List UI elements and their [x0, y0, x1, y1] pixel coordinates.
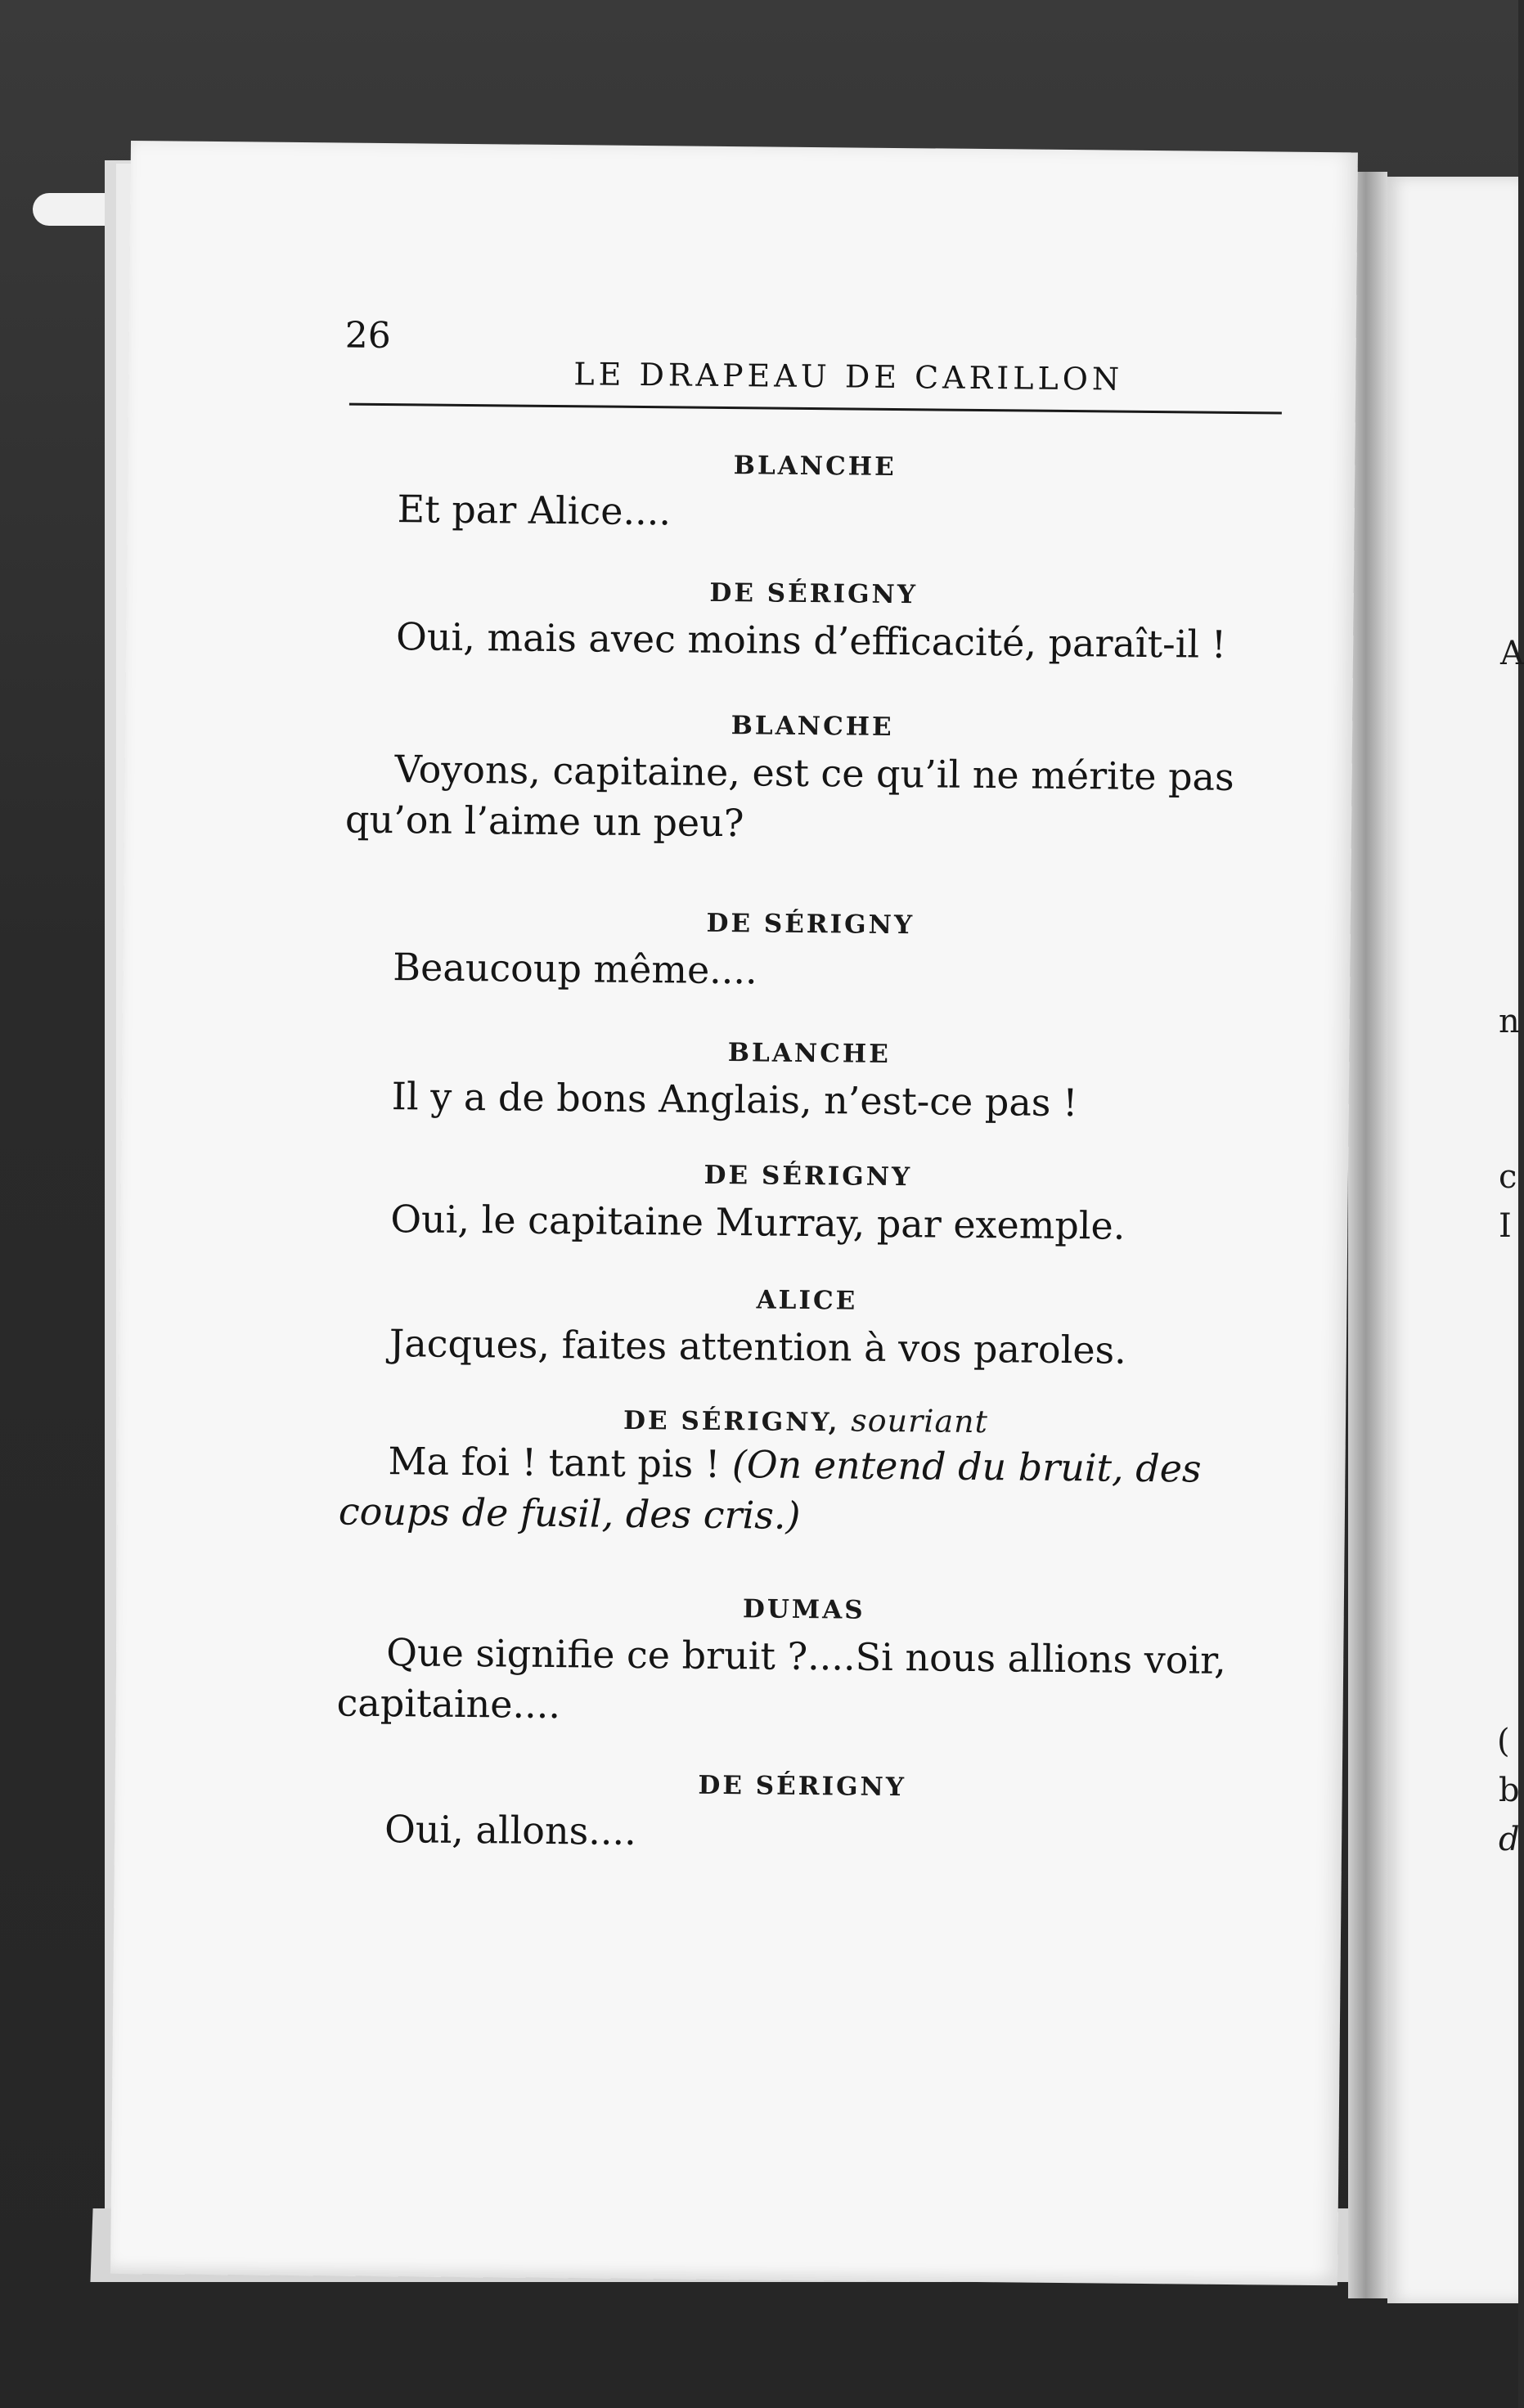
dialogue-line: Beaucoup même....	[393, 945, 758, 993]
speaker-name: DUMAS	[742, 1594, 865, 1625]
stage-direction: (On entend du bruit, des coups de fusil, des cris.)	[338, 1442, 1202, 1538]
speaker-name: BLANCHE	[733, 451, 897, 482]
facing-fragment: I	[1499, 1207, 1512, 1245]
facing-fragment: c	[1499, 1158, 1517, 1196]
page-number: 26	[344, 314, 391, 357]
dialogue-line: Oui, le capitaine Murray, par exemple.	[390, 1197, 1126, 1248]
speaker-name: DE SÉRIGNY	[709, 577, 919, 610]
facing-fragment: n	[1499, 1003, 1520, 1040]
speaker-name: BLANCHE	[727, 1038, 891, 1069]
header-rule	[349, 403, 1282, 415]
dialogue-line: Voyons, capitaine, est ce qu’il ne mérite pas qu’on l’aime un peu?	[344, 747, 1234, 846]
speaker-name: DE SÉRIGNY	[706, 908, 915, 941]
speaker-name: DE SÉRIGNY,	[623, 1405, 840, 1438]
speaker-name: ALICE	[756, 1285, 858, 1316]
dialogue-line: Que signifie ce bruit ?....Si nous allions voir, capitaine....	[336, 1630, 1227, 1727]
dialogue-line: Oui, allons....	[384, 1807, 637, 1854]
speaker-name: DE SÉRIGNY	[704, 1160, 913, 1193]
facing-fragment: b	[1499, 1772, 1520, 1809]
speaker-stage-note: souriant	[851, 1402, 989, 1440]
facing-fragment: A	[1500, 635, 1524, 672]
facing-fragment: (	[1497, 1723, 1510, 1760]
dialogue-line: Oui, mais avec moins d’efficacité, paraît-il !	[395, 614, 1227, 667]
book-page	[110, 141, 1358, 2285]
dialogue-line: Ma foi ! tant pis !	[388, 1439, 721, 1486]
dialogue-line: Il y a de bons Anglais, n’est-ce pas !	[391, 1074, 1078, 1125]
facing-page	[1387, 177, 1524, 2303]
speaker-name: DE SÉRIGNY	[698, 1770, 907, 1803]
facing-fragment: d	[1499, 1821, 1520, 1858]
dialogue-line: Et par Alice....	[397, 487, 672, 534]
dialogue-line: Jacques, faites attention à vos paroles.	[389, 1321, 1127, 1372]
speaker-name: BLANCHE	[731, 711, 894, 742]
running-header: LE DRAPEAU DE CARILLON	[573, 356, 1124, 398]
dialogue-line-with-stage	[339, 1435, 1272, 1546]
